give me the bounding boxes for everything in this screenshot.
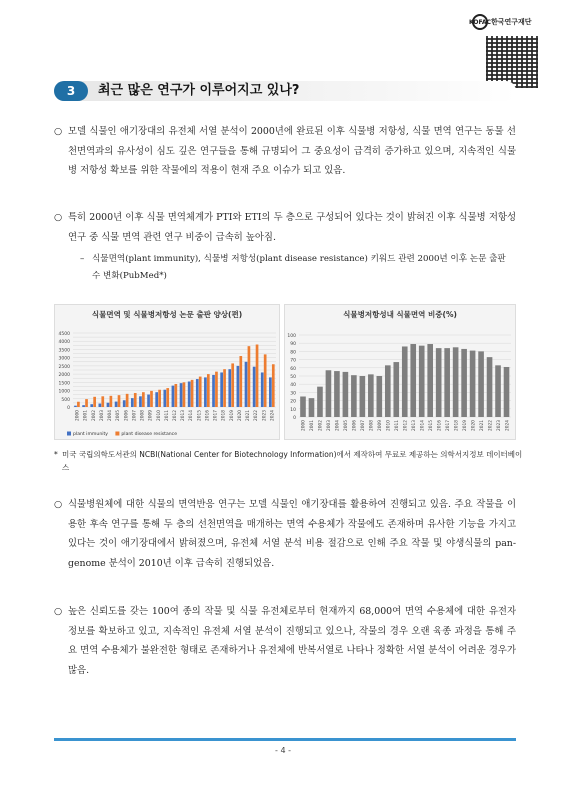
bar-plant-disease-resistance bbox=[93, 397, 96, 407]
x-tick-label: 2016 bbox=[437, 420, 443, 431]
x-tick-label: 2000 bbox=[301, 420, 307, 431]
y-tick-label: 2500 bbox=[58, 364, 70, 370]
x-tick-label: 2007 bbox=[361, 420, 367, 431]
bar-plant-immunity bbox=[98, 404, 101, 407]
x-tick-label: 2024 bbox=[270, 410, 276, 421]
chart-immunity-share bbox=[284, 304, 516, 440]
bar-plant-disease-resistance bbox=[183, 382, 186, 407]
y-tick-label: 70 bbox=[290, 358, 296, 364]
legend-swatch bbox=[67, 432, 71, 436]
bar-value bbox=[402, 346, 408, 417]
bar-plant-immunity bbox=[90, 404, 93, 407]
x-tick-label: 2020 bbox=[471, 420, 477, 431]
x-tick-label: 2011 bbox=[395, 420, 401, 431]
x-tick-label: 2023 bbox=[262, 410, 268, 421]
y-tick-label: 80 bbox=[290, 350, 296, 356]
bar-value bbox=[419, 346, 425, 417]
bar-value bbox=[504, 367, 510, 417]
x-tick-label: 2011 bbox=[164, 410, 170, 421]
y-tick-label: 0 bbox=[67, 406, 70, 411]
y-tick-label: 3500 bbox=[58, 348, 70, 354]
y-tick-label: 1500 bbox=[58, 381, 70, 387]
legend-swatch bbox=[115, 432, 119, 436]
x-tick-label: 2006 bbox=[352, 420, 358, 431]
bar-value bbox=[461, 349, 467, 417]
bar-value bbox=[360, 376, 366, 417]
bar-value bbox=[317, 387, 323, 417]
y-tick-label: 20 bbox=[290, 399, 296, 405]
section-number: 3 bbox=[54, 81, 88, 101]
x-tick-label: 2001 bbox=[83, 410, 89, 421]
bar-value bbox=[309, 398, 315, 417]
bar-plant-disease-resistance bbox=[175, 384, 178, 407]
footnote bbox=[54, 448, 524, 474]
bar-plant-disease-resistance bbox=[150, 391, 153, 407]
y-tick-label: 30 bbox=[290, 391, 296, 397]
bar-plant-immunity bbox=[220, 372, 223, 407]
bullet: ○ bbox=[54, 499, 63, 510]
bar-plant-immunity bbox=[228, 369, 231, 407]
bar-value bbox=[300, 397, 306, 418]
y-tick-label: 3000 bbox=[58, 356, 70, 362]
x-tick-label: 2018 bbox=[221, 410, 227, 421]
y-tick-label: 500 bbox=[61, 397, 70, 403]
bar-plant-immunity bbox=[155, 392, 158, 407]
bar-plant-disease-resistance bbox=[134, 393, 137, 407]
x-tick-label: 2004 bbox=[335, 420, 341, 431]
bar-plant-immunity bbox=[123, 400, 126, 407]
bar-plant-disease-resistance bbox=[272, 364, 275, 407]
bar-plant-disease-resistance bbox=[77, 402, 80, 407]
y-tick-label: 2000 bbox=[58, 373, 70, 379]
bullet: ○ bbox=[54, 212, 63, 223]
dash: – bbox=[80, 254, 85, 264]
x-tick-label: 2003 bbox=[99, 410, 105, 421]
x-tick-label: 2008 bbox=[369, 420, 375, 431]
bar-value bbox=[377, 376, 383, 417]
chart-publications bbox=[54, 304, 280, 440]
bar-plant-disease-resistance bbox=[118, 395, 121, 407]
footer-rule bbox=[54, 738, 516, 741]
bar-plant-disease-resistance bbox=[231, 363, 234, 407]
bar-plant-disease-resistance bbox=[166, 388, 169, 407]
logo-mark: KOFAC bbox=[472, 14, 488, 30]
chart-title: 식물병저항성내 식물면역 비중(%) bbox=[343, 310, 457, 319]
x-tick-label: 2013 bbox=[411, 420, 417, 431]
bar-plant-disease-resistance bbox=[191, 380, 194, 407]
logo-row bbox=[469, 14, 542, 30]
bar-value bbox=[444, 348, 450, 417]
x-tick-label: 2010 bbox=[386, 420, 392, 431]
x-tick-label: 2002 bbox=[318, 420, 324, 431]
bar-value bbox=[393, 362, 399, 417]
bar-plant-immunity bbox=[269, 377, 272, 407]
paragraph-text: 특히 2000년 이후 식물 면역체계가 PTI와 ETI의 두 층으로 구성되어 있다는 것이 밝혀진 이후 식물병 저항성 연구 중 식물 면역 관련 연구 비중이 급속히 높아짐. bbox=[68, 212, 516, 243]
x-tick-label: 2016 bbox=[205, 410, 211, 421]
bar-plant-immunity bbox=[139, 396, 142, 407]
bar-value bbox=[334, 371, 340, 417]
page-number: - 4 - bbox=[275, 746, 291, 755]
legend-label: plant disease resistance bbox=[121, 432, 178, 437]
x-tick-label: 2009 bbox=[148, 410, 154, 421]
x-tick-label: 2021 bbox=[246, 410, 252, 421]
bar-plant-immunity bbox=[261, 372, 264, 407]
y-tick-label: 1000 bbox=[58, 389, 70, 395]
bar-plant-disease-resistance bbox=[126, 394, 129, 407]
y-tick-label: 4000 bbox=[58, 340, 70, 346]
y-tick-label: 100 bbox=[287, 334, 296, 339]
x-tick-label: 2014 bbox=[420, 420, 426, 431]
x-tick-label: 2023 bbox=[496, 420, 502, 431]
x-tick-label: 2002 bbox=[91, 410, 97, 421]
section-header bbox=[54, 81, 516, 101]
bar-plant-immunity bbox=[82, 405, 85, 407]
bar-plant-immunity bbox=[147, 395, 150, 407]
bar-plant-immunity bbox=[131, 398, 134, 407]
bar-plant-disease-resistance bbox=[248, 346, 251, 407]
logo-org-name: 한국연구재단 bbox=[491, 18, 532, 26]
bar-plant-immunity bbox=[212, 375, 215, 407]
bar-plant-immunity bbox=[245, 362, 248, 407]
x-tick-label: 2010 bbox=[156, 410, 162, 421]
x-tick-label: 2022 bbox=[488, 420, 494, 431]
bullet: ○ bbox=[54, 606, 63, 617]
bar-plant-disease-resistance bbox=[264, 354, 267, 407]
bar-plant-immunity bbox=[237, 366, 240, 407]
y-tick-label: 90 bbox=[290, 342, 296, 348]
x-tick-label: 2020 bbox=[237, 410, 243, 421]
chart-publications-svg bbox=[55, 305, 281, 441]
bar-plant-immunity bbox=[74, 406, 77, 407]
paragraph-2 bbox=[54, 208, 516, 247]
bar-plant-disease-resistance bbox=[215, 372, 218, 407]
bar-plant-immunity bbox=[196, 379, 199, 407]
x-tick-label: 2017 bbox=[445, 420, 451, 431]
bar-value bbox=[470, 351, 476, 417]
paragraph-1 bbox=[54, 122, 516, 181]
paragraph-text: 식물병원체에 대한 식물의 면역반응 연구는 모델 식물인 애기장대를 활용하여 진행되고 있음. 주요 작물을 이용한 후속 연구를 통해 두 층의 선천면역을 매개하는 면역 수용체가 작물에도 존재하며 유사한 기능을 가지고 있다는 것이 애기장대에서 밝혀졌으며, 유전체 서열 분석 비용 절감으로 인해 주요 작물 및 야생식물의 pan-genome 분석이 2010년 이후 급속히 진행되었음. bbox=[68, 499, 516, 569]
x-tick-label: 2007 bbox=[132, 410, 138, 421]
paragraph-text: 높은 신뢰도를 갖는 100여 종의 작물 및 식물 유전체로부터 현재까지 68,000여 면역 수용체에 대한 유전자 정보를 확보하고 있고, 지속적인 유전체 서열 분석이 진행되고 있으나, 작물의 경우 오랜 육종 과정을 통해 주요 면역 수용체가 불완전한 형태로 존재하거나 유전체에 반복서열로 나타나 정확한 서열 분석이 어려운 경우가 많음. bbox=[68, 606, 516, 676]
bullet: ○ bbox=[54, 126, 63, 137]
x-tick-label: 2008 bbox=[140, 410, 146, 421]
bar-plant-disease-resistance bbox=[207, 374, 210, 407]
bar-plant-immunity bbox=[180, 383, 183, 407]
bar-plant-disease-resistance bbox=[85, 399, 88, 407]
x-tick-label: 2015 bbox=[197, 410, 203, 421]
x-tick-label: 2012 bbox=[403, 420, 409, 431]
bar-plant-disease-resistance bbox=[101, 396, 104, 407]
bar-plant-disease-resistance bbox=[239, 356, 242, 407]
bar-plant-immunity bbox=[163, 390, 166, 407]
bar-value bbox=[427, 344, 433, 417]
bar-value bbox=[326, 370, 332, 417]
footnote-star: * bbox=[54, 450, 58, 459]
x-tick-label: 2019 bbox=[462, 420, 468, 431]
bar-value bbox=[385, 365, 391, 417]
bar-plant-disease-resistance bbox=[110, 396, 113, 407]
y-tick-label: 50 bbox=[290, 375, 296, 380]
x-tick-label: 2018 bbox=[454, 420, 460, 431]
x-tick-label: 2005 bbox=[344, 420, 350, 431]
x-tick-label: 2013 bbox=[181, 410, 187, 421]
paragraph-text: 모델 식물인 애기장대의 유전체 서열 분석이 2000년에 완료된 이후 식물병 저항성, 식물 면역 연구는 동물 선천면역과의 유사성이 심도 깊은 연구들을 통해 규명되어 그 중요성이 급격히 증가하고 있으며, 지속적인 식물병 저항성 확보를 위한 작물에의 적용이 현재 주요 이슈가 되고 있음. bbox=[68, 126, 516, 176]
y-tick-label: 0 bbox=[293, 416, 296, 421]
bar-plant-immunity bbox=[115, 402, 118, 407]
legend-label: plant immunity bbox=[73, 432, 109, 437]
paragraph-3 bbox=[54, 495, 516, 573]
x-tick-label: 2003 bbox=[327, 420, 333, 431]
y-tick-label: 4500 bbox=[58, 332, 70, 337]
footnote-text: 미국 국립의학도서관의 NCBI(National Center for Biotechnology Information)에서 제작하여 무료로 제공하는 의학서지정보 데이터베이스 bbox=[62, 450, 523, 472]
bar-plant-immunity bbox=[172, 386, 175, 407]
bar-plant-disease-resistance bbox=[199, 377, 202, 407]
x-tick-label: 2000 bbox=[75, 410, 81, 421]
bar-value bbox=[478, 351, 484, 417]
x-tick-label: 2005 bbox=[116, 410, 122, 421]
x-tick-label: 2006 bbox=[124, 410, 130, 421]
bar-plant-immunity bbox=[188, 382, 191, 407]
bar-plant-immunity bbox=[204, 377, 207, 407]
x-tick-label: 2019 bbox=[229, 410, 235, 421]
sub-item-text: 식물면역(plant immunity), 식물병 저항성(plant disease resistance) 키워드 관련 2000년 이후 논문 출판 수 변화(PubMed*) bbox=[92, 254, 506, 281]
bar-value bbox=[351, 375, 357, 417]
x-tick-label: 2001 bbox=[310, 420, 316, 431]
section-title: 최근 많은 연구가 이루어지고 있나? bbox=[98, 83, 300, 98]
y-tick-label: 60 bbox=[290, 366, 296, 372]
bar-value bbox=[410, 344, 416, 417]
chart-immunity-share-svg bbox=[285, 305, 517, 441]
x-tick-label: 2015 bbox=[428, 420, 434, 431]
bar-value bbox=[368, 374, 374, 417]
x-tick-label: 2004 bbox=[108, 410, 114, 421]
bar-value bbox=[343, 372, 349, 417]
bar-value bbox=[436, 348, 442, 417]
bar-plant-disease-resistance bbox=[223, 369, 226, 407]
sub-item bbox=[70, 251, 516, 285]
bar-plant-disease-resistance bbox=[158, 390, 161, 407]
paragraph-4 bbox=[54, 602, 516, 680]
bar-plant-disease-resistance bbox=[142, 392, 145, 407]
y-tick-label: 40 bbox=[290, 383, 296, 389]
bar-plant-disease-resistance bbox=[256, 345, 259, 407]
bar-value bbox=[453, 347, 459, 417]
bar-plant-immunity bbox=[107, 403, 110, 407]
x-tick-label: 2024 bbox=[505, 420, 511, 431]
y-tick-label: 10 bbox=[290, 407, 296, 413]
bar-value bbox=[495, 365, 501, 417]
x-tick-label: 2009 bbox=[378, 420, 384, 431]
chart-title: 식물면역 및 식물병저항성 논문 출판 양상(편) bbox=[91, 310, 243, 319]
x-tick-label: 2022 bbox=[254, 410, 260, 421]
bar-value bbox=[487, 357, 493, 417]
x-tick-label: 2014 bbox=[189, 410, 195, 421]
bar-plant-immunity bbox=[253, 367, 256, 407]
x-tick-label: 2021 bbox=[479, 420, 485, 431]
x-tick-label: 2017 bbox=[213, 410, 219, 421]
x-tick-label: 2012 bbox=[173, 410, 178, 421]
